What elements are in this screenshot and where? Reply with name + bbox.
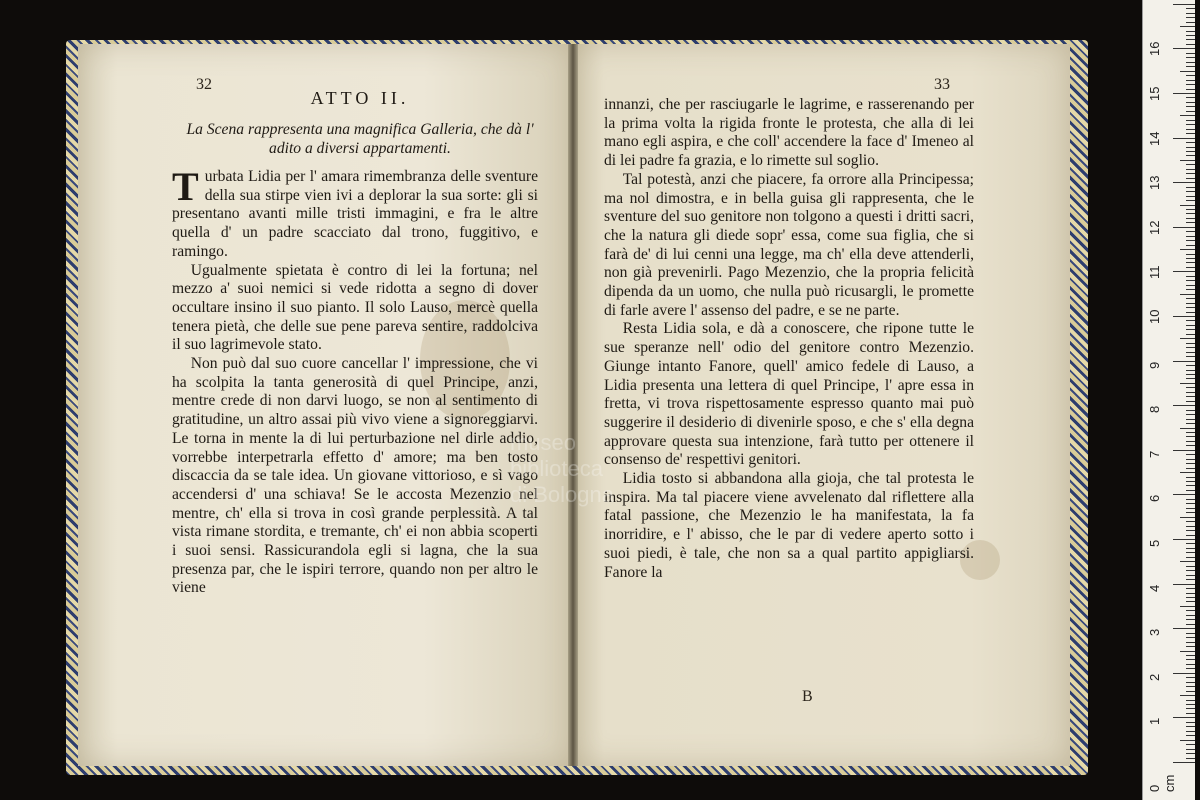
ruler-tick (1186, 39, 1195, 40)
ruler-tick (1186, 307, 1195, 308)
ruler-tick (1186, 659, 1195, 660)
ruler-tick (1186, 548, 1195, 549)
ruler-tick (1186, 655, 1195, 656)
ruler-tick (1186, 615, 1195, 616)
ruler-tick (1180, 249, 1195, 250)
ruler-tick (1180, 383, 1195, 384)
ruler-tick (1186, 111, 1195, 112)
ruler-tick (1186, 240, 1195, 241)
ruler-tick (1186, 744, 1195, 745)
ruler-tick (1186, 481, 1195, 482)
ruler-tick (1186, 700, 1195, 701)
ruler-tick (1186, 57, 1195, 58)
ruler-tick (1186, 601, 1195, 602)
ruler-tick (1186, 610, 1195, 611)
ruler-tick (1180, 606, 1195, 607)
ruler-tick (1173, 227, 1195, 228)
ruler-tick (1173, 271, 1195, 272)
ruler-number: 5 (1147, 539, 1162, 547)
ruler-tick (1186, 543, 1195, 544)
left-page-number: 32 (196, 76, 212, 93)
ruler-number: 7 (1147, 450, 1162, 458)
ruler-tick (1186, 735, 1195, 736)
ruler-tick (1186, 267, 1195, 268)
ruler-tick (1186, 708, 1195, 709)
ruler-tick (1186, 169, 1195, 170)
ruler-tick (1186, 325, 1195, 326)
ruler-tick (1173, 316, 1195, 317)
ruler-tick (1173, 182, 1195, 183)
ruler-tick (1186, 682, 1195, 683)
ruler-tick (1186, 423, 1195, 424)
ruler-tick (1180, 71, 1195, 72)
ruler-tick (1186, 343, 1195, 344)
paragraph: Turbata Lidia per l' amara rimembranza delle sventure della sua stirpe vien ivi a deplorar la sua sorte: gli si presentano avanti mille tristi immagini, e fra le altre quella d' un padre scacciato dal trono, fuggitivo, e ramingo. (172, 164, 538, 260)
ruler-tick (1173, 762, 1195, 763)
ruler-number: 3 (1147, 628, 1162, 637)
scene-description: La Scena rappresenta una magnifica Galleria, che dà l' adito a diversi appartamenti. (186, 121, 534, 157)
ruler-number: 10 (1147, 309, 1162, 324)
ruler-tick (1173, 584, 1195, 585)
ruler-tick (1186, 557, 1195, 558)
ruler-tick (1186, 196, 1195, 197)
ruler-tick (1186, 53, 1195, 54)
ruler-tick (1173, 361, 1195, 362)
ruler-tick (1186, 387, 1195, 388)
ruler-tick (1186, 445, 1195, 446)
ruler-tick (1186, 664, 1195, 665)
paragraph: Lidia tosto si abbandona alla gioja, che tal protesta le inspira. Ma tal piacere viene avvelenato dal riflettere alla fatal passione, che Mezenzio le ha manifestata, la fa inorridire, e l' abisso, che le par di vedere aperto sotto i suoi piedi, è tale, che non sa a qual partito appigliarsi. Fanore la (604, 470, 974, 581)
ruler-tick (1180, 26, 1195, 27)
ruler-tick (1180, 651, 1195, 652)
ruler-number: 1 (1147, 718, 1162, 726)
ruler-tick (1186, 633, 1195, 634)
ruler-tick (1173, 48, 1195, 49)
ruler-tick (1186, 231, 1195, 232)
ruler-tick (1186, 147, 1195, 148)
ruler-tick (1186, 579, 1195, 580)
left-page-text (172, 164, 538, 598)
ruler-tick (1186, 521, 1195, 522)
ruler-tick (1186, 588, 1195, 589)
ruler-tick (1186, 566, 1195, 567)
ruler-tick (1186, 285, 1195, 286)
ruler-tick (1186, 378, 1195, 379)
ruler-tick (1186, 352, 1195, 353)
ruler-tick (1186, 80, 1195, 81)
watermark-line: biblioteca (510, 456, 603, 481)
ruler-tick (1186, 178, 1195, 179)
ruler-tick (1173, 628, 1195, 629)
ruler-tick (1186, 374, 1195, 375)
ruler-tick (1186, 570, 1195, 571)
book-gutter (568, 44, 578, 766)
ruler-tick (1180, 695, 1195, 696)
ruler-tick (1186, 187, 1195, 188)
ruler-tick (1173, 717, 1195, 718)
ruler-tick (1186, 704, 1195, 705)
ruler-tick (1186, 726, 1195, 727)
ruler-tick (1186, 84, 1195, 85)
ruler-tick (1186, 410, 1195, 411)
ruler-tick (1186, 749, 1195, 750)
ruler-number: 13 (1147, 175, 1162, 191)
ruler-tick (1186, 329, 1195, 330)
ruler-tick (1186, 463, 1195, 464)
paragraph: Resta Lidia sola, e dà a conoscere, che ripone tutte le sue speranze nell' odio del genitore contro Mezenzio. Giunge intanto Fanore, quell' amico fedele di Lauso, a Lidia presenta una lettera di quel Principe, l' apre essa in fretta, vi trova rispettosamente espresso quanto mai può suggerire il desiderio di divenirle sposo, e che s' ella degna approvare questa sua intenzione, farà tutto per ottenere il consenso de' respettivi genitori. (604, 320, 974, 469)
ruler-tick (1186, 441, 1195, 442)
ruler-tick (1186, 102, 1195, 103)
ruler-tick (1180, 115, 1195, 116)
ruler-number: 8 (1147, 405, 1162, 414)
right-page-text (604, 96, 974, 582)
ruler-tick (1173, 673, 1195, 674)
ruler-number: 11 (1147, 265, 1162, 280)
ruler-tick (1186, 280, 1195, 281)
ruler-tick (1186, 401, 1195, 402)
ruler-number: 12 (1147, 220, 1162, 235)
signature-mark: B (802, 688, 813, 705)
act-heading: ATTO II. (310, 88, 410, 108)
ruler-tick (1186, 508, 1195, 509)
ruler-number: 9 (1147, 361, 1162, 369)
ruler-tick (1186, 392, 1195, 393)
ruler-tick (1180, 205, 1195, 206)
ruler-tick (1186, 8, 1195, 9)
ruler-tick (1186, 191, 1195, 192)
ruler-tick (1186, 320, 1195, 321)
ruler-tick (1186, 619, 1195, 620)
paragraph: Ugualmente spietata è contro di lei la fortuna; nel mezzo a' suoi nemici si vede ridotta a segno di dover occultare insino il suo pianto. Il solo Lauso, mercè quella tenera pietà, che delle sue pene pareva sentire, raddolciva il suo lagrimevole stato. (172, 261, 538, 354)
ruler-number: 2 (1147, 673, 1162, 681)
ruler-tick (1186, 151, 1195, 152)
ruler-tick (1186, 347, 1195, 348)
ruler-tick (1186, 753, 1195, 754)
paragraph: Tal potestà, anzi che piacere, fa orrore alla Principessa; ma nol dimostra, e in bella guisa gli rappresenta, che le sventure del suo genitore non tolgono a questi i dritti sacri, che la natura gli diede sopr' essa, come sua figlia, che si farà de' di lui cenni una legge, ma ch' ella deve attenderli, non già prevenirli. Pago Mezenzio, che la propria felicità dipenda da un uomo, che nulla può ricusargli, le promette di farle avere l' assenso del padre, e se ne parte. (604, 170, 974, 319)
watermark-line: museo (510, 430, 577, 455)
ruler-tick (1186, 44, 1195, 45)
ruler-tick (1186, 365, 1195, 366)
ruler-tick (1186, 35, 1195, 36)
ruler-tick (1186, 526, 1195, 527)
ruler-tick (1186, 222, 1195, 223)
ruler-tick (1186, 530, 1195, 531)
ruler-tick (1186, 276, 1195, 277)
watermark (510, 430, 614, 508)
ruler-tick (1186, 436, 1195, 437)
ruler-number: 6 (1147, 495, 1162, 503)
ruler-tick (1186, 200, 1195, 201)
ruler-tick (1186, 512, 1195, 513)
ruler-tick (1186, 62, 1195, 63)
ruler-tick (1186, 129, 1195, 130)
ruler-tick (1186, 245, 1195, 246)
ruler-tick (1186, 552, 1195, 553)
ruler-number: 14 (1147, 131, 1162, 146)
ruler-tick (1180, 160, 1195, 161)
measuring-ruler (1142, 0, 1195, 800)
ruler-tick (1186, 459, 1195, 460)
ruler-tick (1186, 289, 1195, 290)
ruler-tick (1186, 419, 1195, 420)
ruler-tick (1180, 561, 1195, 562)
ruler-number: 4 (1147, 584, 1162, 592)
ruler-tick (1186, 75, 1195, 76)
ruler-tick (1186, 668, 1195, 669)
ruler-tick (1173, 93, 1195, 94)
ruler-tick (1186, 97, 1195, 98)
ruler-unit-label: 0 cm (1147, 774, 1177, 792)
ruler-tick (1173, 539, 1195, 540)
ruler-tick (1186, 691, 1195, 692)
ruler-tick (1186, 236, 1195, 237)
ruler-tick (1186, 142, 1195, 143)
ruler-tick (1186, 164, 1195, 165)
ruler-tick (1186, 155, 1195, 156)
ruler-tick (1186, 254, 1195, 255)
ruler-tick (1186, 31, 1195, 32)
ruler-tick (1186, 106, 1195, 107)
ruler-tick (1186, 262, 1195, 263)
ruler-tick (1186, 722, 1195, 723)
ruler-tick (1186, 731, 1195, 732)
ruler-tick (1186, 124, 1195, 125)
ruler-tick (1186, 298, 1195, 299)
ruler-tick (1186, 677, 1195, 678)
ruler-tick (1186, 468, 1195, 469)
ruler-tick (1186, 432, 1195, 433)
ruler-tick (1186, 624, 1195, 625)
ruler-tick (1186, 209, 1195, 210)
ruler-tick (1186, 13, 1195, 14)
ruler-tick (1180, 294, 1195, 295)
ruler-tick (1186, 120, 1195, 121)
ruler-tick (1186, 535, 1195, 536)
ruler-tick (1173, 494, 1195, 495)
ruler-tick (1186, 414, 1195, 415)
ruler-tick (1186, 303, 1195, 304)
ruler-tick (1186, 66, 1195, 67)
ruler-tick (1173, 138, 1195, 139)
ruler-tick (1186, 503, 1195, 504)
ruler-tick (1180, 740, 1195, 741)
ruler-tick (1186, 713, 1195, 714)
ruler-tick (1186, 490, 1195, 491)
ruler-tick (1180, 428, 1195, 429)
ruler-tick (1186, 575, 1195, 576)
ruler-tick (1180, 338, 1195, 339)
ruler-tick (1186, 218, 1195, 219)
ruler-tick (1186, 356, 1195, 357)
ruler-tick (1186, 593, 1195, 594)
watermark-line: di Bologna (510, 482, 614, 507)
ruler-tick (1186, 477, 1195, 478)
ruler-tick (1186, 133, 1195, 134)
ruler-tick (1186, 258, 1195, 259)
paragraph: innanzi, che per rasciugarle le lagrime, e rasserenando per la prima volta la rigida fronte le protesta, che alla di lei mano egli aspira, e che coll' accendere la face d' Imeneo al di lei padre fa grazia, e lo rimette sul soglio. (604, 96, 974, 170)
ruler-number: 16 (1147, 41, 1162, 57)
ruler-tick (1186, 334, 1195, 335)
ruler-tick (1186, 637, 1195, 638)
ruler-tick (1186, 17, 1195, 18)
ruler-tick (1186, 686, 1195, 687)
ruler-tick (1186, 499, 1195, 500)
ruler-tick (1186, 485, 1195, 486)
ruler-tick (1186, 312, 1195, 313)
right-page-number: 33 (934, 76, 950, 93)
ruler-tick (1186, 646, 1195, 647)
drop-cap: T (172, 164, 199, 209)
ruler-tick (1180, 517, 1195, 518)
ruler-tick (1186, 597, 1195, 598)
ruler-tick (1186, 396, 1195, 397)
ruler-tick (1186, 758, 1195, 759)
ruler-tick (1186, 642, 1195, 643)
ruler-tick (1186, 173, 1195, 174)
ruler-tick (1186, 370, 1195, 371)
ruler-tick (1173, 405, 1195, 406)
ruler-tick (1180, 472, 1195, 473)
ruler-number: 15 (1147, 86, 1162, 101)
ruler-tick (1186, 22, 1195, 23)
paragraph: Non può dal suo cuore cancellar l' impressione, che vi ha scolpita la tanta generosità di quel Principe, anzi, mentre crede di non darvi luogo, se non al sentimento di gratitudine, un altro assai più vivo viene a signoreggiarvi. Le torna in mente la di lui perturbazione nel dirle addio, vorrebbe interpetrarla effetto d' amore; ma ben tosto discaccia da se tale idea. Un giovane vittorioso, e sì vago accendersi d' una schiava! Se le accosta Mezenzio nel mentre, ch' ella si trova in così grande perplessità. A tal vista rimane stordita, e tremante, ch' ei non abbia scoperti i suoi sensi. Rassicurandola egli si lagna, che la sua presenza par, che le ispiri terrore, quando non per altro le viene (172, 355, 538, 597)
ruler-tick (1186, 89, 1195, 90)
ruler-tick (1186, 454, 1195, 455)
ruler-tick (1186, 213, 1195, 214)
ruler-tick (1173, 4, 1195, 5)
ruler-tick (1173, 450, 1195, 451)
